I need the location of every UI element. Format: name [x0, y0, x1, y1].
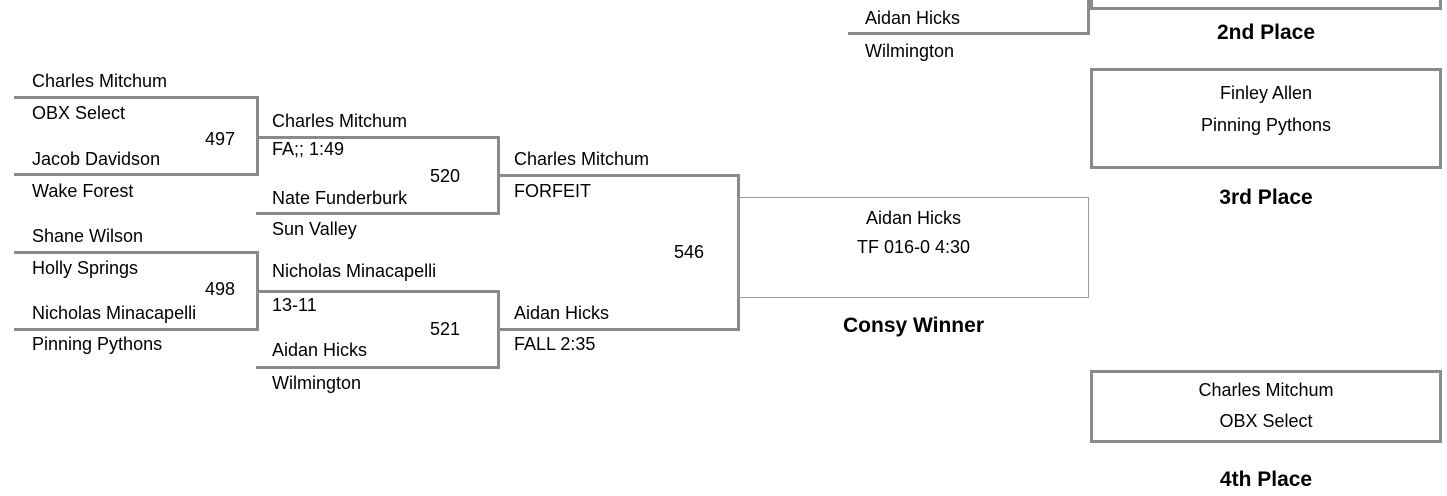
bracket-line: [14, 173, 259, 176]
bracket-line: [14, 96, 259, 99]
match-number: 497: [205, 129, 236, 149]
fourth-place-box: [1090, 370, 1442, 443]
wrestler-team: Pinning Pythons: [32, 334, 163, 354]
bracket-line: [256, 366, 500, 369]
wrestler-team: Wilmington: [865, 41, 955, 61]
consy-winner-result: TF 016-0 4:30: [856, 237, 971, 257]
wrestler-team: Wilmington: [272, 373, 362, 393]
bracket-line: [14, 328, 259, 331]
match-number: 546: [674, 242, 705, 262]
wrestler-team: Sun Valley: [272, 219, 357, 239]
second-place-box: [1090, 0, 1442, 10]
match-result: 13-11: [272, 295, 317, 315]
bracket-line: [256, 212, 500, 215]
wrestler-name: Charles Mitchum: [32, 71, 168, 91]
wrestler-name: Shane Wilson: [32, 226, 144, 246]
third-place-team: Pinning Pythons: [1200, 115, 1332, 135]
wrestler-team: Wake Forest: [32, 181, 134, 201]
wrestler-name: Nicholas Minacapelli: [272, 261, 437, 281]
wrestler-team: OBX Select: [32, 103, 126, 123]
third-place-name: Finley Allen: [1219, 83, 1313, 103]
fourth-place-name: Charles Mitchum: [1198, 380, 1334, 400]
fourth-place-label: 4th Place: [1219, 468, 1313, 491]
bracket-line: [14, 251, 259, 254]
bracket-line: [848, 32, 1090, 35]
consy-winner-box: [738, 197, 1089, 298]
third-place-box: [1090, 68, 1442, 169]
wrestler-name: Charles Mitchum: [272, 111, 408, 131]
bracket-line: [256, 290, 500, 293]
wrestler-team: Holly Springs: [32, 258, 139, 278]
match-number: 498: [205, 279, 236, 299]
consy-winner-name: Aidan Hicks: [865, 208, 962, 228]
wrestler-name: Aidan Hicks: [514, 303, 610, 323]
bracket-line: [497, 328, 740, 331]
match-number: 521: [430, 319, 461, 339]
wrestler-name: Aidan Hicks: [272, 340, 368, 360]
fourth-place-team: OBX Select: [1219, 411, 1313, 431]
wrestler-name: Charles Mitchum: [514, 149, 650, 169]
match-result: FALL 2:35: [514, 334, 596, 354]
wrestler-name: Jacob Davidson: [32, 149, 161, 169]
consy-winner-label: Consy Winner: [843, 314, 984, 337]
bracket-line: [497, 174, 740, 177]
third-place-label: 3rd Place: [1219, 186, 1313, 209]
wrestler-name: Aidan Hicks: [865, 8, 961, 28]
wrestler-name: Nicholas Minacapelli: [32, 303, 197, 323]
match-number: 520: [430, 166, 461, 186]
match-result: FA;; 1:49: [272, 139, 345, 159]
match-result: FORFEIT: [514, 181, 591, 201]
wrestler-name: Nate Funderburk: [272, 188, 408, 208]
second-place-label: 2nd Place: [1216, 21, 1316, 44]
